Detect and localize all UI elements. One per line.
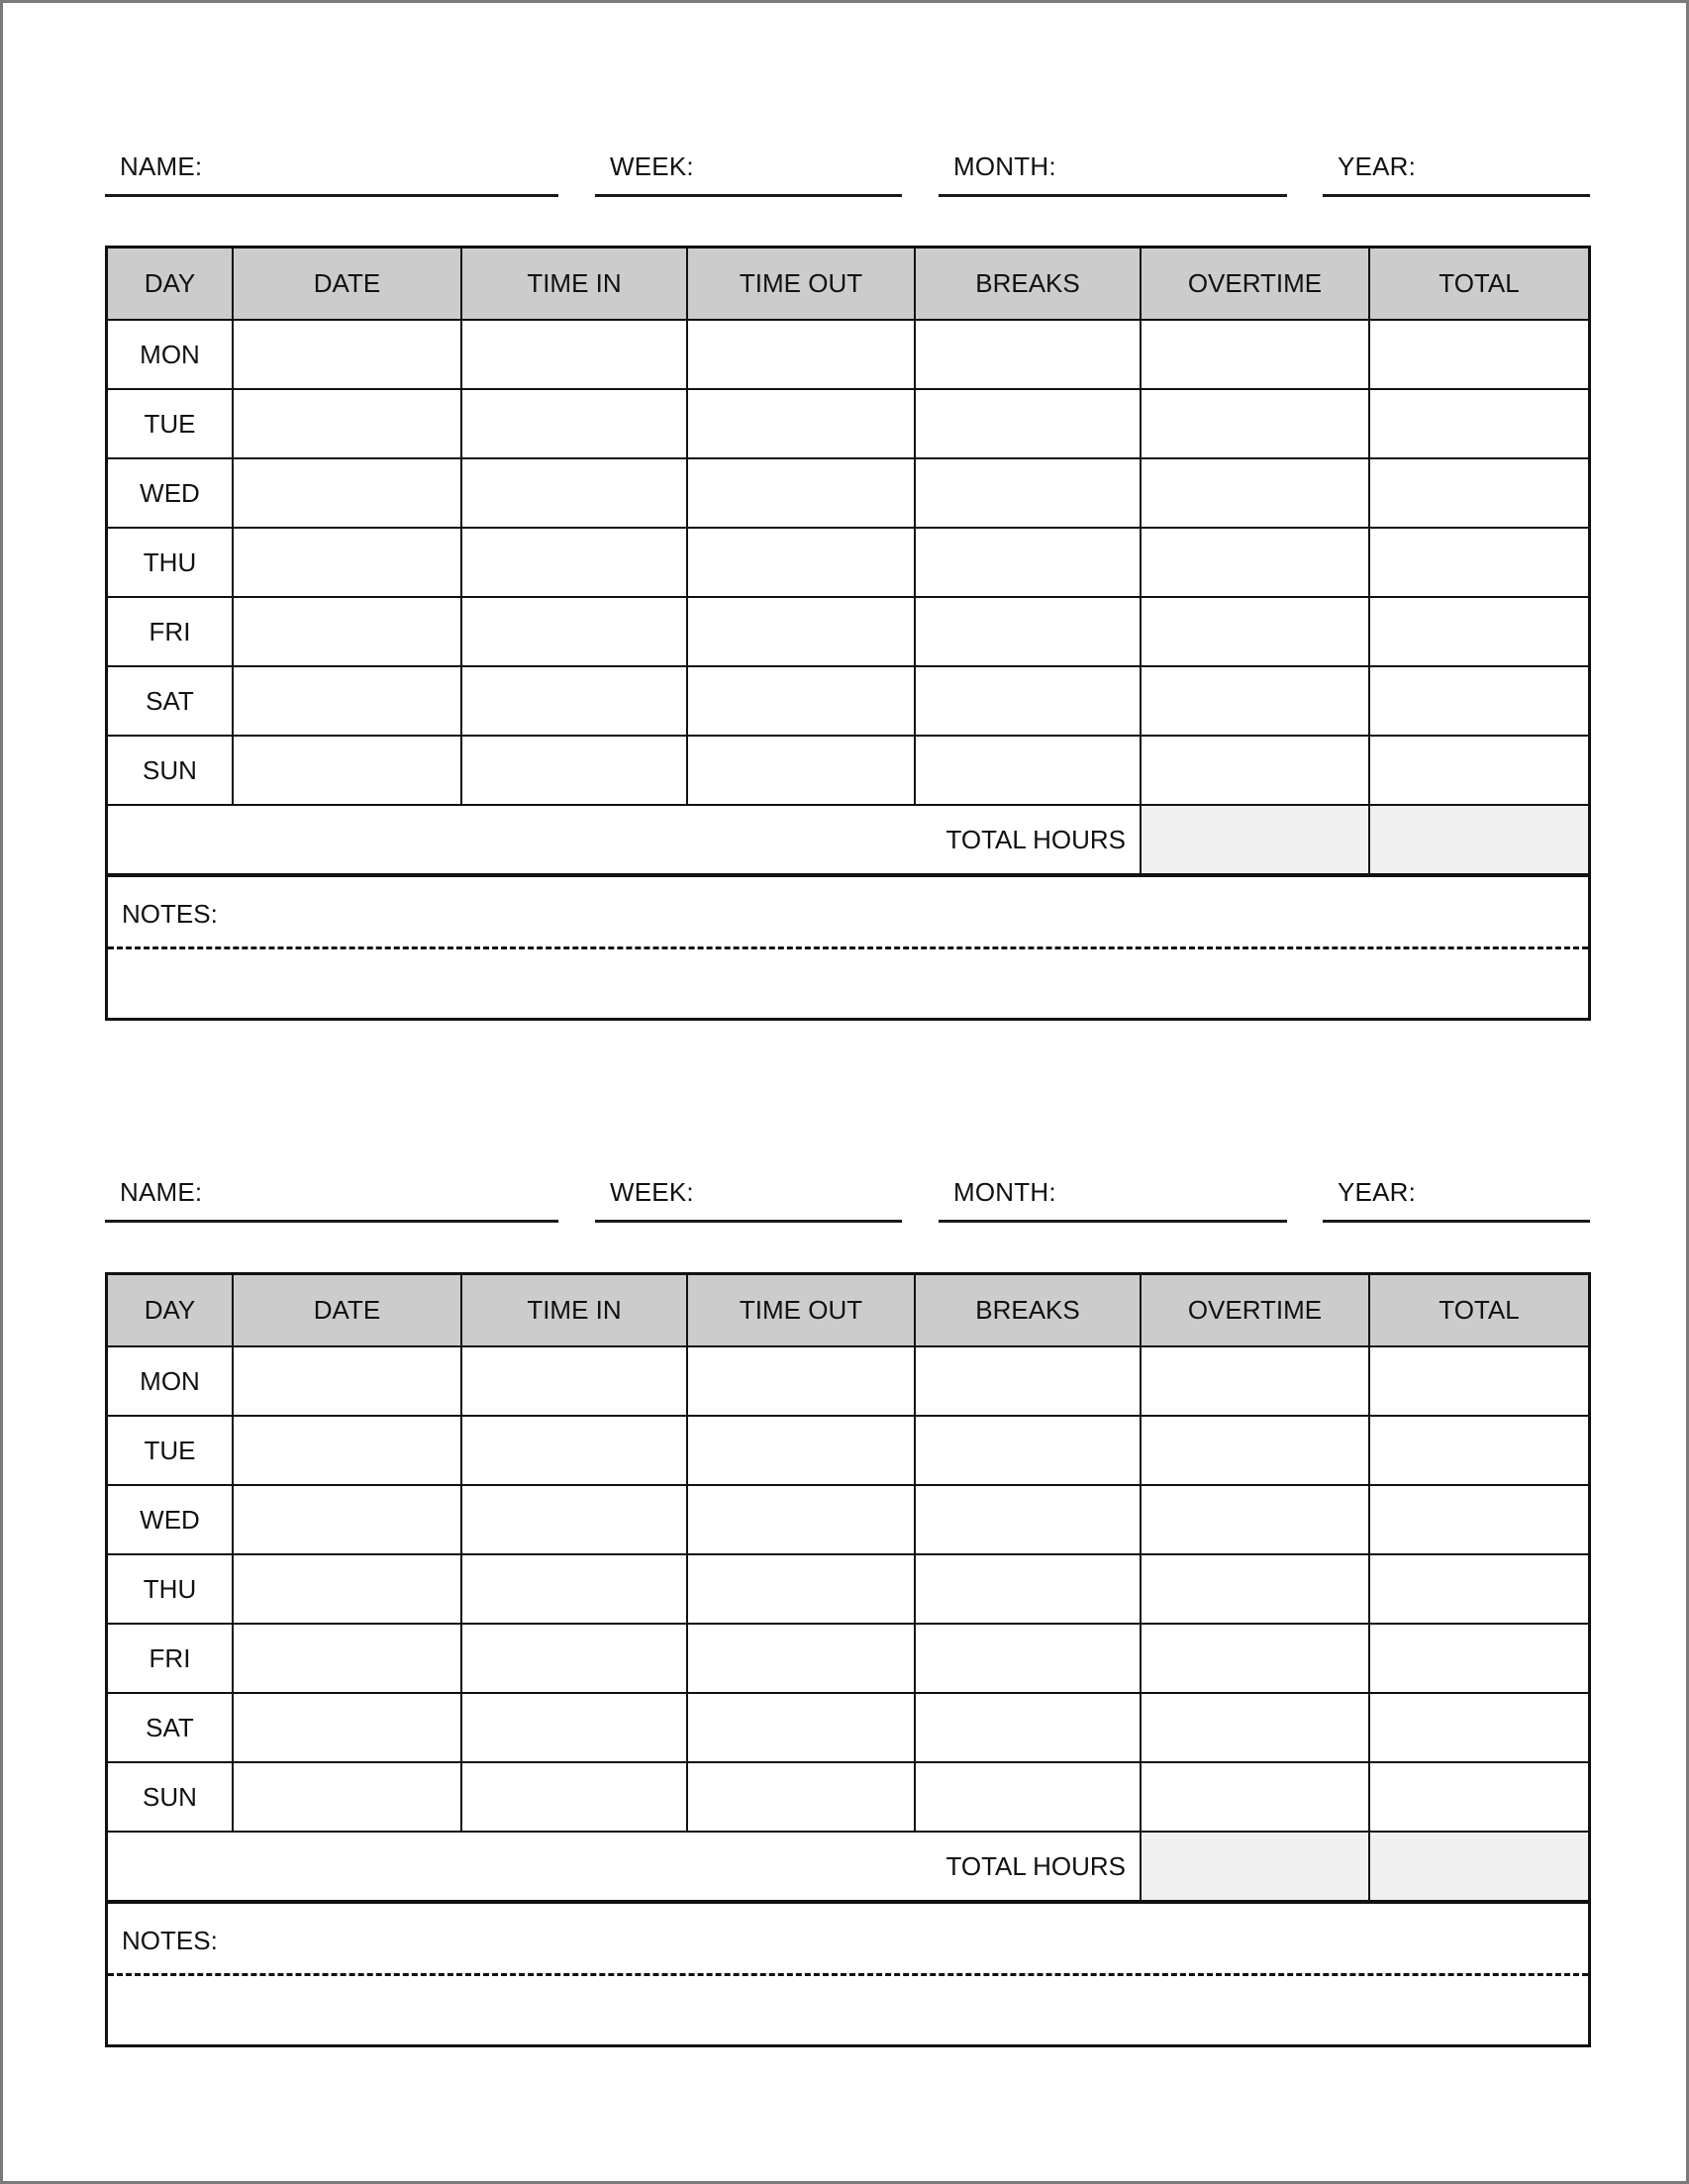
- total-cell[interactable]: [1369, 1624, 1588, 1693]
- breaks-cell[interactable]: [915, 389, 1141, 458]
- time-in-cell[interactable]: [461, 389, 687, 458]
- total-cell[interactable]: [1369, 458, 1588, 528]
- time-out-cell[interactable]: [687, 1416, 915, 1485]
- week-field[interactable]: [595, 151, 902, 197]
- total-cell[interactable]: [1369, 1554, 1588, 1624]
- notes-area[interactable]: [108, 875, 1588, 1018]
- table-row-wed: [108, 458, 1588, 528]
- time-out-cell[interactable]: [687, 1762, 915, 1832]
- timesheet-table-1: [105, 246, 1591, 1021]
- time-out-cell[interactable]: [687, 1693, 915, 1762]
- date-cell[interactable]: [233, 1416, 461, 1485]
- time-out-cell[interactable]: [687, 1485, 915, 1554]
- notes-label: NOTES:: [122, 1926, 218, 1955]
- time-in-cell[interactable]: [461, 1554, 687, 1624]
- timesheet-section-2: [3, 1177, 1689, 2074]
- year-field[interactable]: [1323, 1177, 1590, 1223]
- breaks-cell[interactable]: [915, 1762, 1141, 1832]
- notes-dashed-divider: [108, 946, 1588, 949]
- day-label: SAT: [108, 1693, 233, 1762]
- breaks-cell[interactable]: [915, 1624, 1141, 1693]
- overtime-cell[interactable]: [1141, 597, 1369, 666]
- header-row: [108, 1275, 1588, 1346]
- month-field[interactable]: [939, 1177, 1287, 1223]
- week-field[interactable]: [595, 1177, 902, 1223]
- total-hours-label: TOTAL HOURS: [108, 1832, 1141, 1901]
- name-field[interactable]: [105, 1177, 558, 1223]
- col-header-date: DATE: [233, 248, 461, 320]
- year-field[interactable]: [1323, 151, 1590, 197]
- name-label: NAME:: [120, 151, 203, 181]
- table-row-thu: [108, 1554, 1588, 1624]
- table-row-tue: [108, 1416, 1588, 1485]
- timesheet-table-2: [105, 1272, 1591, 2047]
- day-label: SUN: [108, 1762, 233, 1832]
- time-in-cell[interactable]: [461, 597, 687, 666]
- date-cell[interactable]: [233, 320, 461, 389]
- time-in-cell[interactable]: [461, 1346, 687, 1416]
- time-out-cell[interactable]: [687, 1346, 915, 1416]
- date-cell[interactable]: [233, 1693, 461, 1762]
- breaks-cell[interactable]: [915, 1346, 1141, 1416]
- day-label: THU: [108, 528, 233, 597]
- overtime-cell[interactable]: [1141, 1762, 1369, 1832]
- table-row-sun: [108, 1762, 1588, 1832]
- day-label: THU: [108, 1554, 233, 1624]
- table-row-mon: [108, 1346, 1588, 1416]
- total-cell[interactable]: [1369, 736, 1588, 805]
- table-row-sat: [108, 666, 1588, 736]
- overtime-cell[interactable]: [1141, 389, 1369, 458]
- date-cell[interactable]: [233, 1554, 461, 1624]
- col-header-overtime: OVERTIME: [1141, 248, 1369, 320]
- overtime-cell[interactable]: [1141, 1485, 1369, 1554]
- date-cell[interactable]: [233, 458, 461, 528]
- day-label: FRI: [108, 1624, 233, 1693]
- overtime-cell[interactable]: [1141, 736, 1369, 805]
- col-header-time-out: TIME OUT: [687, 248, 915, 320]
- table-row-sun: [108, 736, 1588, 805]
- time-out-cell[interactable]: [687, 1554, 915, 1624]
- date-cell[interactable]: [233, 1762, 461, 1832]
- overtime-total-cell[interactable]: [1141, 805, 1369, 874]
- day-label: TUE: [108, 389, 233, 458]
- overtime-cell[interactable]: [1141, 1416, 1369, 1485]
- total-hours-label: TOTAL HOURS: [108, 805, 1141, 874]
- name-field[interactable]: [105, 151, 558, 197]
- day-label: MON: [108, 1346, 233, 1416]
- overtime-cell[interactable]: [1141, 1624, 1369, 1693]
- col-header-time-in: TIME IN: [461, 248, 687, 320]
- total-cell[interactable]: [1369, 1416, 1588, 1485]
- time-in-cell[interactable]: [461, 1485, 687, 1554]
- total-cell[interactable]: [1369, 1485, 1588, 1554]
- date-cell[interactable]: [233, 1624, 461, 1693]
- total-hours-row: [108, 1832, 1588, 1901]
- day-label: FRI: [108, 597, 233, 666]
- overtime-cell[interactable]: [1141, 320, 1369, 389]
- timesheet-section-1: [3, 151, 1689, 1048]
- day-label: WED: [108, 1485, 233, 1554]
- date-cell[interactable]: [233, 1346, 461, 1416]
- table-row-tue: [108, 389, 1588, 458]
- time-out-cell[interactable]: [687, 1624, 915, 1693]
- time-out-cell[interactable]: [687, 528, 915, 597]
- notes-area[interactable]: [108, 1902, 1588, 2044]
- total-cell[interactable]: [1369, 666, 1588, 736]
- overtime-cell[interactable]: [1141, 458, 1369, 528]
- date-cell[interactable]: [233, 666, 461, 736]
- breaks-cell[interactable]: [915, 458, 1141, 528]
- col-header-total: TOTAL: [1369, 248, 1588, 320]
- time-out-cell[interactable]: [687, 597, 915, 666]
- col-header-time-in: TIME IN: [461, 1275, 687, 1346]
- total-cell[interactable]: [1369, 528, 1588, 597]
- breaks-cell[interactable]: [915, 666, 1141, 736]
- breaks-cell[interactable]: [915, 528, 1141, 597]
- date-cell[interactable]: [233, 597, 461, 666]
- grand-total-cell[interactable]: [1369, 1832, 1588, 1901]
- table-row-wed: [108, 1485, 1588, 1554]
- day-label: SAT: [108, 666, 233, 736]
- notes-label: NOTES:: [122, 899, 218, 929]
- time-out-cell[interactable]: [687, 389, 915, 458]
- month-field[interactable]: [939, 151, 1287, 197]
- overtime-cell[interactable]: [1141, 1554, 1369, 1624]
- col-header-time-out: TIME OUT: [687, 1275, 915, 1346]
- time-in-cell[interactable]: [461, 1624, 687, 1693]
- col-header-overtime: OVERTIME: [1141, 1275, 1369, 1346]
- day-label: MON: [108, 320, 233, 389]
- name-label: NAME:: [120, 1177, 203, 1207]
- day-label: WED: [108, 458, 233, 528]
- total-cell[interactable]: [1369, 389, 1588, 458]
- notes-dashed-divider: [108, 1973, 1588, 1976]
- year-label: YEAR:: [1338, 151, 1417, 181]
- time-out-cell[interactable]: [687, 320, 915, 389]
- table-row-fri: [108, 597, 1588, 666]
- table-row-fri: [108, 1624, 1588, 1693]
- total-cell[interactable]: [1369, 1693, 1588, 1762]
- month-label: MONTH:: [953, 151, 1056, 181]
- time-out-cell[interactable]: [687, 666, 915, 736]
- col-header-breaks: BREAKS: [915, 248, 1141, 320]
- total-cell[interactable]: [1369, 320, 1588, 389]
- overtime-cell[interactable]: [1141, 1693, 1369, 1762]
- total-hours-row: [108, 805, 1588, 874]
- col-header-day: DAY: [108, 248, 233, 320]
- week-label: WEEK:: [610, 1177, 694, 1207]
- col-header-day: DAY: [108, 1275, 233, 1346]
- table-row-mon: [108, 320, 1588, 389]
- time-in-cell[interactable]: [461, 736, 687, 805]
- date-cell[interactable]: [233, 736, 461, 805]
- month-label: MONTH:: [953, 1177, 1056, 1207]
- col-header-date: DATE: [233, 1275, 461, 1346]
- table-row-thu: [108, 528, 1588, 597]
- table-row-sat: [108, 1693, 1588, 1762]
- date-cell[interactable]: [233, 1485, 461, 1554]
- col-header-breaks: BREAKS: [915, 1275, 1141, 1346]
- breaks-cell[interactable]: [915, 1416, 1141, 1485]
- overtime-cell[interactable]: [1141, 1346, 1369, 1416]
- time-in-cell[interactable]: [461, 320, 687, 389]
- breaks-cell[interactable]: [915, 1485, 1141, 1554]
- time-in-cell[interactable]: [461, 666, 687, 736]
- breaks-cell[interactable]: [915, 1554, 1141, 1624]
- date-cell[interactable]: [233, 528, 461, 597]
- time-in-cell[interactable]: [461, 528, 687, 597]
- grand-total-cell[interactable]: [1369, 805, 1588, 874]
- breaks-cell[interactable]: [915, 1693, 1141, 1762]
- time-in-cell[interactable]: [461, 1762, 687, 1832]
- hours-grid: [108, 248, 1588, 875]
- date-cell[interactable]: [233, 389, 461, 458]
- breaks-cell[interactable]: [915, 320, 1141, 389]
- overtime-total-cell[interactable]: [1141, 1832, 1369, 1901]
- overtime-cell[interactable]: [1141, 666, 1369, 736]
- day-label: TUE: [108, 1416, 233, 1485]
- time-in-cell[interactable]: [461, 1416, 687, 1485]
- time-out-cell[interactable]: [687, 736, 915, 805]
- time-in-cell[interactable]: [461, 1693, 687, 1762]
- total-cell[interactable]: [1369, 1346, 1588, 1416]
- hours-grid: [108, 1275, 1588, 1902]
- total-cell[interactable]: [1369, 1762, 1588, 1832]
- col-header-total: TOTAL: [1369, 1275, 1588, 1346]
- breaks-cell[interactable]: [915, 736, 1141, 805]
- year-label: YEAR:: [1338, 1177, 1417, 1207]
- week-label: WEEK:: [610, 151, 694, 181]
- time-out-cell[interactable]: [687, 458, 915, 528]
- day-label: SUN: [108, 736, 233, 805]
- breaks-cell[interactable]: [915, 597, 1141, 666]
- header-row: [108, 248, 1588, 320]
- total-cell[interactable]: [1369, 597, 1588, 666]
- overtime-cell[interactable]: [1141, 528, 1369, 597]
- time-in-cell[interactable]: [461, 458, 687, 528]
